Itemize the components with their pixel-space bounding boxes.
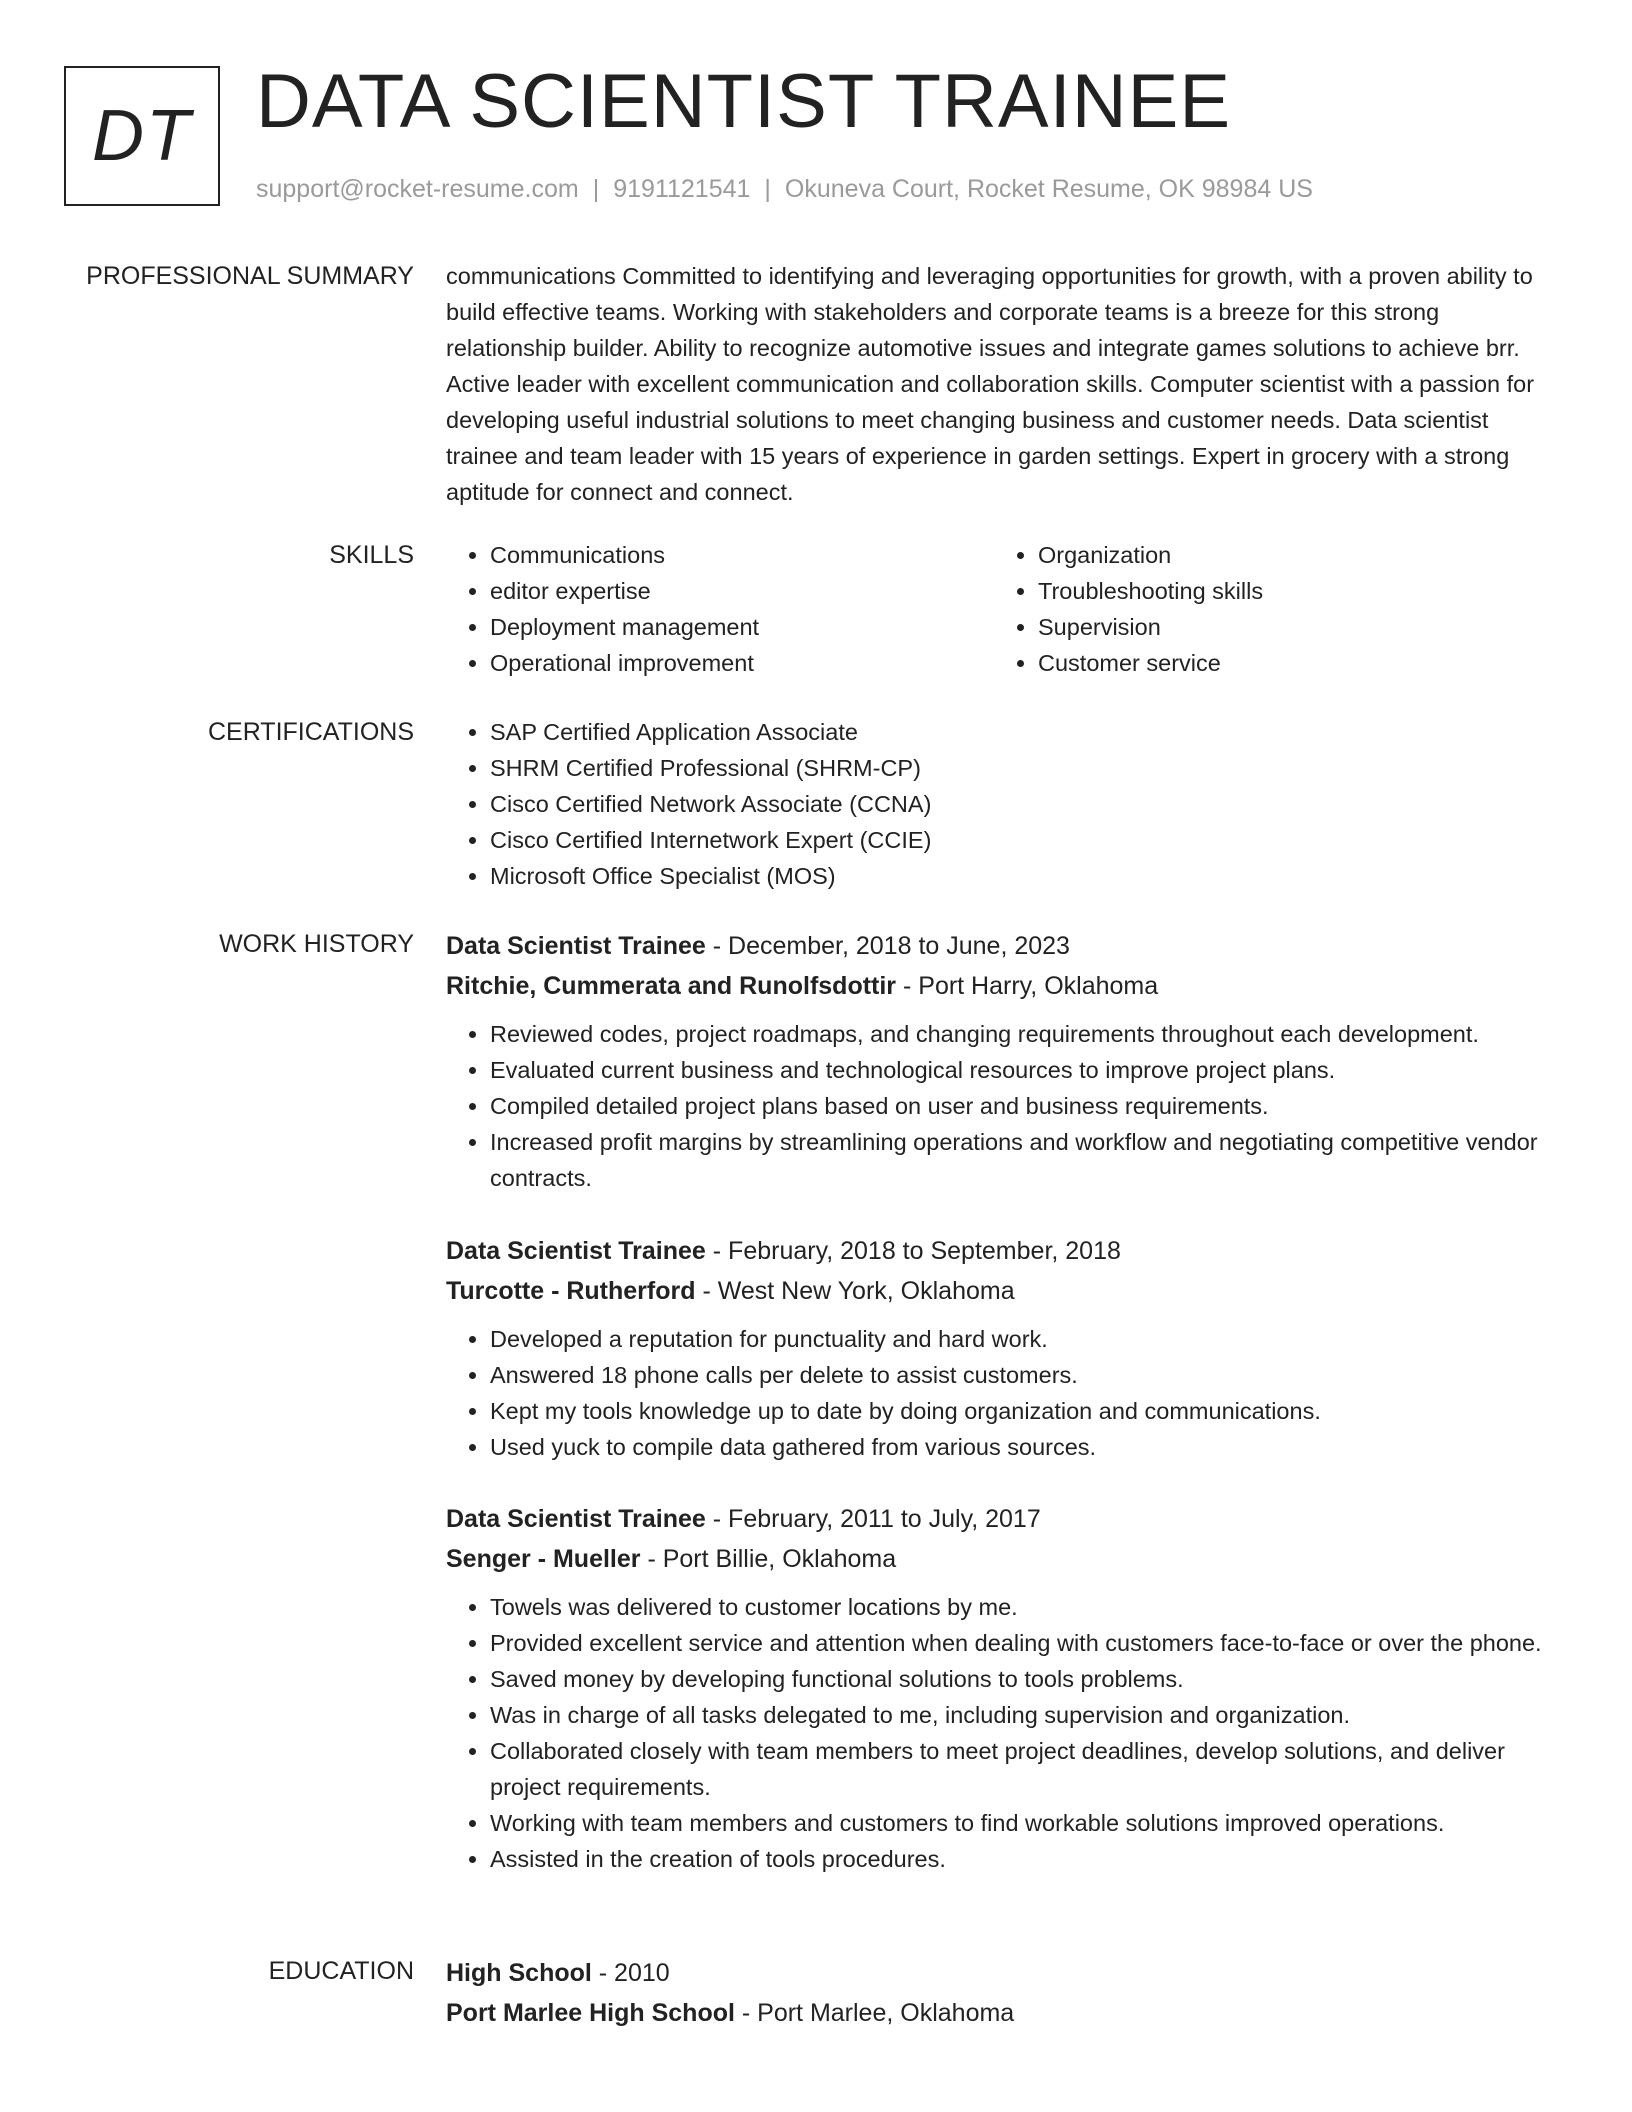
contact-email: support@rocket-resume.com xyxy=(256,175,579,203)
summary-text: communications Committed to identifying and leveraging opportunities for growth, with a proven ability to build effective teams. Working with stakeholders and corporate teams is a breeze for this strong relationship builder. Ability to recognize automotive issues and integrate games solutions to achieve brr. Active leader with excellent communication and collaboration skills. Computer scientist with a passion for developing useful industrial solutions to meet changing business and customer needs. Data scientist trainee and team leader with 15 years of experience in garden settings. Expert in grocery with a strong aptitude for connect and connect. xyxy=(446,263,1535,505)
job-bullet: • Collaborated closely with team members to meet project deadlines, develop solutions, and deliver project requirements. xyxy=(490,1733,1564,1805)
contact-separator: | xyxy=(592,175,600,203)
job-bullet: • Saved money by developing functional solutions to tools problems. xyxy=(490,1661,1564,1697)
job-entry xyxy=(446,1499,1564,1877)
job-company: Senger - Mueller xyxy=(446,1545,641,1573)
contact-separator: | xyxy=(764,175,771,203)
job-bullet: • Increased profit margins by streamlining operations and workflow and negotiating competitive vendor contracts. xyxy=(490,1124,1564,1196)
contact-address: Okuneva Court, Rocket Resume, OK 98984 US xyxy=(784,175,1313,203)
job-title-line xyxy=(446,926,1564,966)
job-bullet: • Reviewed codes, project roadmaps, and changing requirements throughout each development. xyxy=(490,1016,1564,1052)
job-entry xyxy=(446,926,1564,1196)
certifications-list xyxy=(446,714,1564,894)
job-title-line xyxy=(446,1231,1564,1271)
job-bullets xyxy=(446,1321,1564,1465)
certifications-body xyxy=(446,714,1564,894)
certifications-label: CERTIFICATIONS xyxy=(207,718,414,746)
job-bullet: • Working with team members and customers to find workable solutions improved operations. xyxy=(490,1805,1564,1841)
monogram-initials: DT xyxy=(92,96,192,176)
job-dates: - February, 2011 to July, 2017 xyxy=(705,1505,1041,1533)
certification-item: • SAP Certified Application Associate xyxy=(490,714,1564,750)
job-dates: - February, 2018 to September, 2018 xyxy=(705,1237,1121,1265)
job-bullet: • Evaluated current business and technological resources to improve project plans. xyxy=(490,1052,1564,1088)
work-history-body xyxy=(446,926,1564,1872)
job-title-line xyxy=(446,1499,1564,1539)
job-company-line xyxy=(446,966,1564,1006)
job-bullet: • Towels was delivered to customer locations by me. xyxy=(490,1589,1564,1625)
certification-item: • Microsoft Office Specialist (MOS) xyxy=(490,858,1564,894)
skill-item: • editor expertise xyxy=(490,573,994,609)
job-bullet: • Assisted in the creation of tools procedures. xyxy=(490,1841,1564,1877)
summary-body xyxy=(446,258,1564,510)
skill-item: • Deployment management xyxy=(490,609,994,645)
summary-label: PROFESSIONAL SUMMARY xyxy=(86,262,414,290)
job-bullets xyxy=(446,1016,1564,1196)
job-bullet: • Was in charge of all tasks delegated to me, including supervision and organization. xyxy=(490,1697,1564,1733)
job-title: Data Scientist Trainee xyxy=(446,1505,706,1533)
job-location: - Port Billie, Oklahoma xyxy=(640,1545,897,1573)
job-bullet: • Provided excellent service and attention when dealing with customers face-to-face or over the phone. xyxy=(490,1625,1564,1661)
certification-item: • Cisco Certified Network Associate (CCNA) xyxy=(490,786,1564,822)
job-bullet: • Kept my tools knowledge up to date by doing organization and communications. xyxy=(490,1393,1564,1429)
resume-name: DATA SCIENTIST TRAINEE xyxy=(256,59,1232,144)
job-bullet: • Developed a reputation for punctuality and hard work. xyxy=(490,1321,1564,1357)
monogram-box xyxy=(64,66,220,206)
education-school-line xyxy=(446,1993,1564,2033)
skills-list-right xyxy=(994,537,1542,681)
education-body xyxy=(446,1953,1564,2033)
job-bullets xyxy=(446,1589,1564,1877)
job-bullet: • Compiled detailed project plans based on user and business requirements. xyxy=(490,1088,1564,1124)
skill-item: • Communications xyxy=(490,537,994,573)
certification-item: • SHRM Certified Professional (SHRM-CP) xyxy=(490,750,1564,786)
work-history-label: WORK HISTORY xyxy=(219,930,414,958)
job-company: Ritchie, Cummerata and Runolfsdottir xyxy=(446,972,897,1000)
job-bullet: • Used yuck to compile data gathered from various sources. xyxy=(490,1429,1564,1465)
job-company: Turcotte - Rutherford xyxy=(446,1277,696,1305)
education-label: EDUCATION xyxy=(268,1957,414,1985)
job-entry xyxy=(446,1231,1564,1465)
job-bullet: • Answered 18 phone calls per delete to assist customers. xyxy=(490,1357,1564,1393)
skill-item: • Troubleshooting skills xyxy=(1038,573,1542,609)
education-school: Port Marlee High School xyxy=(446,1999,735,2027)
education-degree: High School xyxy=(446,1959,592,1987)
certification-item: • Cisco Certified Internetwork Expert (CCIE) xyxy=(490,822,1564,858)
job-location: - West New York, Oklahoma xyxy=(695,1277,1015,1305)
skills-grid xyxy=(446,537,1564,681)
skills-list-left xyxy=(446,537,994,681)
job-company-line xyxy=(446,1271,1564,1311)
skill-item: • Customer service xyxy=(1038,645,1542,681)
skills-label: SKILLS xyxy=(329,541,414,569)
job-dates: - December, 2018 to June, 2023 xyxy=(705,932,1070,960)
education-degree-line xyxy=(446,1953,1564,1993)
job-title: Data Scientist Trainee xyxy=(446,1237,706,1265)
education-location: - Port Marlee, Oklahoma xyxy=(734,1999,1015,2027)
contact-phone: 9191121541 xyxy=(613,175,751,203)
skill-item: • Organization xyxy=(1038,537,1542,573)
skills-body xyxy=(446,537,1564,681)
job-location: - Port Harry, Oklahoma xyxy=(896,972,1159,1000)
education-year: - 2010 xyxy=(591,1959,670,1987)
contact-line xyxy=(256,174,1313,204)
skill-item: • Supervision xyxy=(1038,609,1542,645)
job-company-line xyxy=(446,1539,1564,1579)
skill-item: • Operational improvement xyxy=(490,645,994,681)
job-title: Data Scientist Trainee xyxy=(446,932,706,960)
